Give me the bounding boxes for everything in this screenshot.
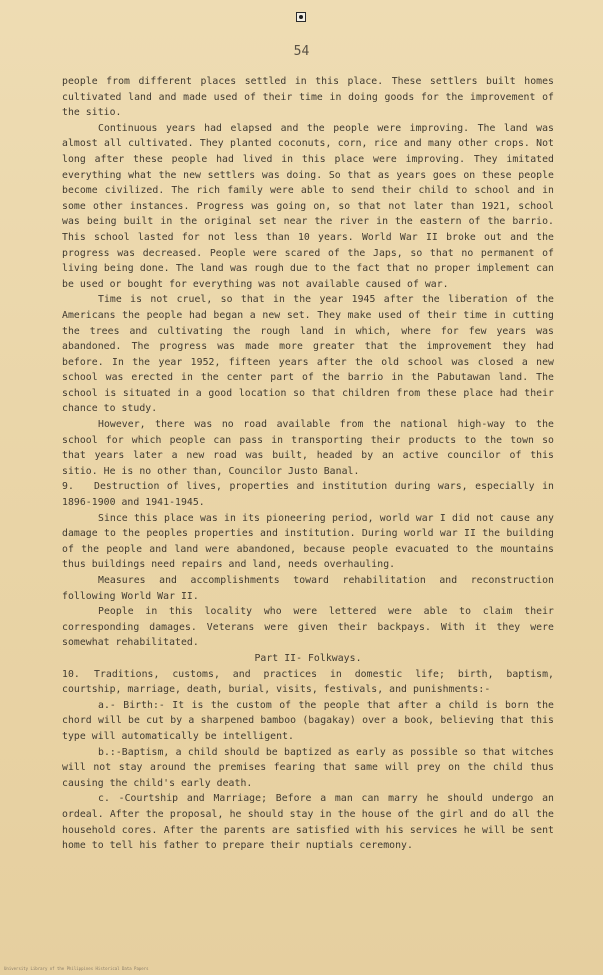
document-body — [62, 74, 554, 854]
paragraph-road: However, there was no road available from the national high-way to the school for which people can pass in transporting their products to the town so that years later a new road was built, headed by an active councilor of this sitio. He is no other than, Councilor Justo Banal. — [62, 419, 554, 477]
archive-footer: University Library of the Philippines Historical Data Papers — [4, 966, 149, 971]
page-number: 54 — [293, 44, 310, 59]
item-text: Traditions, customs, and practices in domestic life; birth, baptism, courtship, marriage, death, burial, visits, festivals, and punishments:- — [62, 668, 554, 696]
item-10 — [62, 667, 554, 698]
paragraph-liberation: Time is not cruel, so that in the year 1945 after the liberation of the Americans the people had began a new set. They make used of their time in cutting the trees and cultivating the rough land in which, where for few years was abandoned. The progress was made more greater that the improvement they had before. In the year 1952, fifteen years after the old school was closed a new school was erected in the center part of the barrio in the Pabutawan land. The school is situated in a good location so that children from these place had their chance to study. — [62, 294, 554, 415]
item-9 — [62, 479, 554, 510]
paragraph-settlers: people from different places settled in this place. These settlers built homes cultivated land and made used of their time in doing goods for the improvement of the sitio. — [62, 76, 554, 119]
paragraph-progress: Continuous years had elapsed and the people were improving. The land was almost all cultivated. They planted coconuts, corn, rice and many other crops. Not long after these people had lived in this place were improving. They imitated everything what the new settlers was doing. So that as years goes on these people become civilized. The rich family were able to send their child to school and in some other instances. Progress was going on, so that not later than 1921, school was being built in the original set near the river in the eastern of the barrio. This school lasted for not less than 10 years. World War II broke out and the progress was decreased. People were scared of the Japs, so that no permanent of living being done. The land was rough due to the fact that no proper implement can be used or bought for everything was not available caused of war. — [62, 122, 554, 290]
part-heading: Part II- Folkways. — [254, 652, 362, 664]
paragraph-baptism: b.:-Baptism, a child should be baptized as early as possible so that witches will not stay around the premises fearing that same will prey on the child thus causing the child's early death. — [62, 746, 554, 789]
paragraph-war-damage: Since this place was in its pioneering period, world war I did not cause any damage to the peoples properties and institution. During world war II the building of the people and land were abandoned, because people evacuated to the mountains thus buildings need repairs and land, needs overhauling. — [62, 512, 554, 571]
binding-hole-icon — [296, 12, 306, 22]
paragraph-courtship: c. -Courtship and Marriage; Before a man can marry he should undergo an ordeal. After the proposal, he should stay in the house of the girl and do all the household cores. After the parents are satisfied with his services he will be sent home to tell his father to prepare their nuptials ceremony. — [62, 793, 554, 852]
item-number: 10. — [62, 668, 80, 680]
item-number: 9. — [62, 481, 74, 493]
paragraph-claims: People in this locality who were lettered were able to claim their corresponding damages. Veterans were given their backpays. With it they were somewhat rehabilitated. — [62, 606, 554, 649]
item-text: Destruction of lives, properties and institution during wars, especially in 1896-1900 and 1941-1945. — [62, 481, 554, 509]
paragraph-measures: Measures and accomplishments toward rehabilitation and reconstruction following World War II. — [62, 575, 554, 602]
paragraph-birth: a.- Birth:- It is the custom of the people that after a child is born the chord will be cut by a sharpened bamboo (bagakay) over a book, believing that this type will automatically be intelligent. — [62, 699, 554, 742]
